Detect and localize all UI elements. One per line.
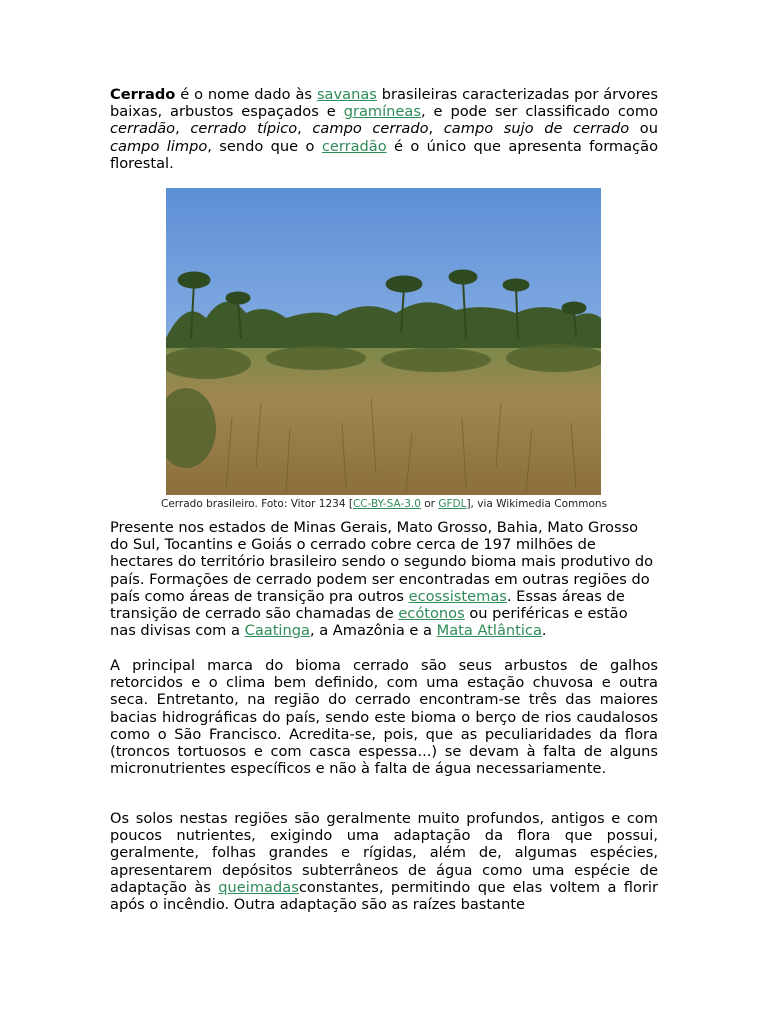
cerrado-landscape-image <box>166 188 601 495</box>
link-queimadas[interactable]: queimadas <box>218 878 299 896</box>
link-caatinga[interactable]: Caatinga <box>244 622 310 640</box>
characteristics-paragraph: A principal marca do bioma cerrado são seus arbustos de galhos retorcidos e o clima bem definido, com uma estação chuvosa e outra seca. Entretanto, na região do cerrado encontram-se três das maiores bacias hidrográficas do país, sendo este bioma o berço de rios caudalosos como o São Francisco. Acredita-se, pois, que as peculiaridades da flora (troncos tortuosos e com casca espessa...) se devam à falta de alguns micronutrientes específicos e não à falta de água necessariamente. <box>110 657 658 778</box>
term-cerrado: Cerrado <box>110 86 176 103</box>
link-ecossistemas[interactable]: ecossistemas <box>408 587 507 605</box>
distribution-paragraph: Presente nos estados de Minas Gerais, Mato Grosso, Bahia, Mato Grosso do Sul, Tocantins e Goiás o cerrado cobre cerca de 197 milhões de hectares do território brasileiro sendo o segundo bioma mais produtivo do país. Formações de cerrado podem ser encontradas em outras regiões do país como áreas de transição pra outros ecossistemas. Essas áreas de transição de cerrado são chamadas de ecótonos ou periféricas e estão nas divisas com a Caatinga, a Amazônia e a Mata Atlântica. <box>110 519 654 640</box>
italic-cerradao: cerradão <box>110 120 176 138</box>
photo-caption: Cerrado brasileiro. Foto: Vitor 1234 [CC-BY-SA-3.0 or GFDL], via Wikimedia Commons <box>161 498 607 510</box>
link-cerradao[interactable]: cerradão <box>321 137 387 155</box>
link-gfdl[interactable]: GFDL <box>438 498 467 510</box>
link-license[interactable]: CC-BY-SA-3.0 <box>352 498 421 510</box>
italic-cerrado-tipico: cerrado típico <box>190 120 298 138</box>
italic-campo-limpo: campo limpo <box>110 137 208 155</box>
soils-paragraph: Os solos nestas regiões são geralmente muito profundos, antigos e com poucos nutrientes, exigindo uma adaptação da flora que possui, geralmente, folhas grandes e rígidas, além de, algumas espécies, apresentarem depósitos subterrâneos de água como uma espécie de adaptação às queimadasconstantes, permitindo que elas voltem a florir após o incêndio. Outra adaptação são as raízes bastante <box>110 810 658 914</box>
italic-campo-sujo: campo sujo de cerrado <box>443 120 630 138</box>
cerrado-photo <box>166 188 601 495</box>
link-ecotonos[interactable]: ecótonos <box>398 605 465 623</box>
intro-paragraph: Cerrado é o nome dado às savanas brasileiras caracterizadas por árvores baixas, arbustos espaçados e gramíneas, e pode ser classificado como cerradão, cerrado típico, campo cerrado, campo sujo de cerrado ou campo limpo, sendo que o cerradão é o único que apresenta formação florestal. <box>110 86 659 172</box>
italic-campo-cerrado: campo cerrado <box>312 120 429 138</box>
link-mata-atlantica[interactable]: Mata Atlântica <box>436 622 542 640</box>
link-gramineas[interactable]: gramíneas <box>343 103 421 121</box>
link-savanas[interactable]: savanas <box>316 86 377 103</box>
